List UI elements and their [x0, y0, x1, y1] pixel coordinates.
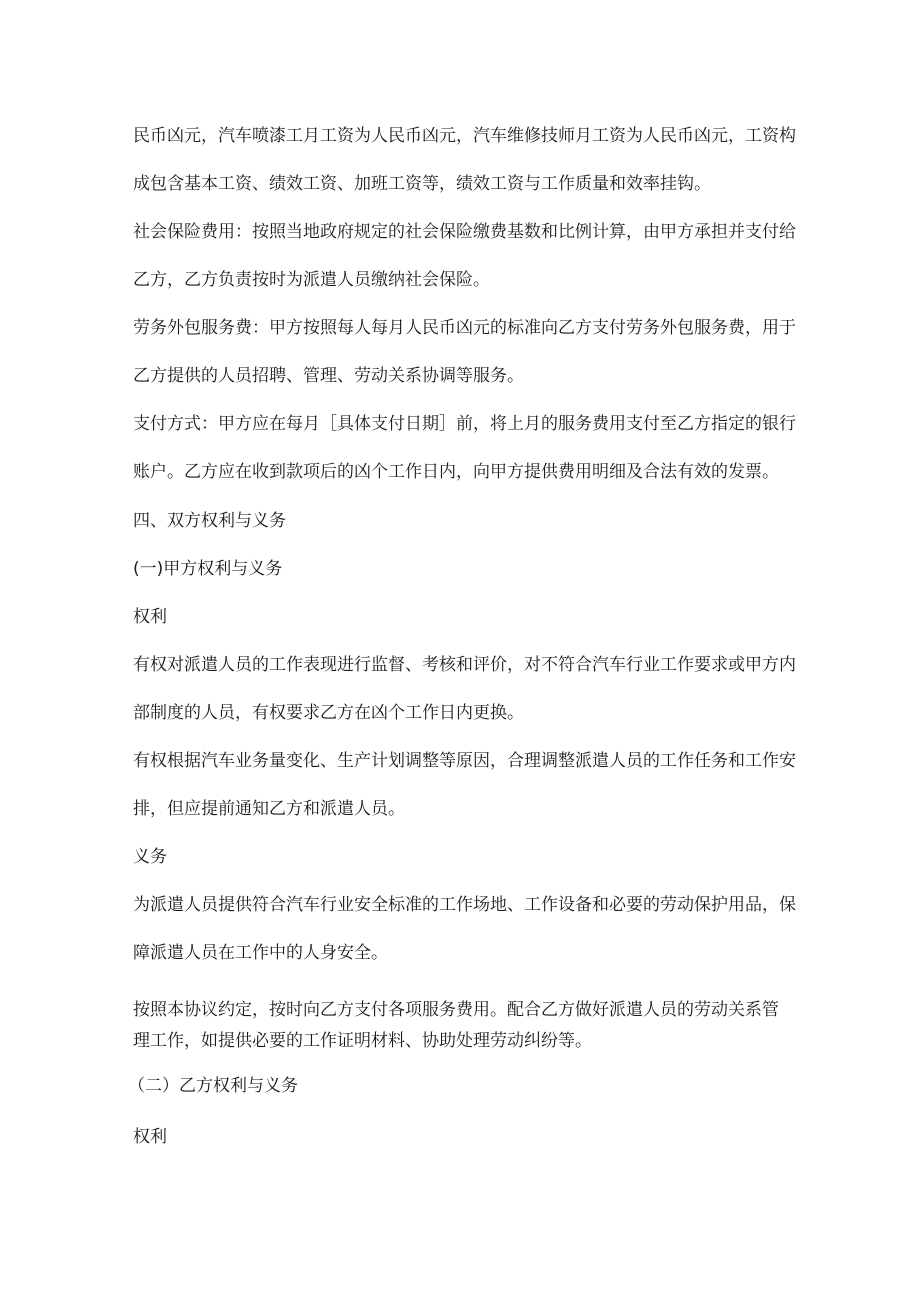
- text-line-5: 劳务外包服务费：甲方按照每人每月人民币凶元的标准向乙方支付劳务外包服务费，用于: [133, 318, 796, 338]
- text-line-19: 按照本协议约定，按时向乙方支付各项服务费用。配合乙方做好派遣人员的劳动关系管: [133, 1000, 779, 1020]
- section-heading: 四、双方权利与义务: [133, 511, 286, 531]
- text-line-17: 为派遣人员提供符合汽车行业安全标准的工作场地、工作设备和必要的劳动保护用品，保: [133, 895, 796, 915]
- text-line-8: 账户。乙方应在收到款项后的凶个工作日内，向甲方提供费用明细及合法有效的发票。: [133, 462, 779, 482]
- subsection-heading-a: (一)甲方权利与义务: [133, 559, 283, 579]
- subsection-heading-b: （二）乙方权利与义务: [128, 1076, 298, 1096]
- text-line-20: 理工作，如提供必要的工作证明材料、协助处理劳动纠纷等。: [133, 1031, 592, 1051]
- text-line-12: 有权对派遣人员的工作表现进行监督、考核和评价，对不符合汽车行业工作要求或甲方内: [133, 655, 796, 675]
- text-line-1: 民币凶元，汽车喷漆工月工资为人民币凶元，汽车维修技师月工资为人民币凶元，工资构: [133, 126, 796, 146]
- text-line-2: 成包含基本工资、绩效工资、加班工资等，绩效工资与工作质量和效率挂钩。: [133, 174, 711, 194]
- rights-heading-b: 权利: [133, 1127, 167, 1147]
- text-line-6: 乙方提供的人员招聘、管理、劳动关系协调等服务。: [133, 366, 524, 386]
- text-line-7: 支付方式：甲方应在每月［具体支付日期］前，将上月的服务费用支付至乙方指定的银行: [133, 414, 796, 434]
- obligations-heading-a: 义务: [133, 847, 167, 867]
- rights-heading-a: 权利: [133, 607, 167, 627]
- text-line-14: 有权根据汽车业务量变化、生产计划调整等原因，合理调整派遣人员的工作任务和工作安: [133, 751, 796, 771]
- text-line-18: 障派遣人员在工作中的人身安全。: [133, 943, 388, 963]
- text-line-3: 社会保险费用：按照当地政府规定的社会保险缴费基数和比例计算，由甲方承担并支付给: [133, 222, 796, 242]
- text-line-13: 部制度的人员，有权要求乙方在凶个工作日内更换。: [133, 703, 524, 723]
- text-line-15: 排，但应提前通知乙方和派遣人员。: [133, 799, 405, 819]
- text-line-4: 乙方，乙方负责按时为派遣人员缴纳社会保险。: [133, 270, 490, 290]
